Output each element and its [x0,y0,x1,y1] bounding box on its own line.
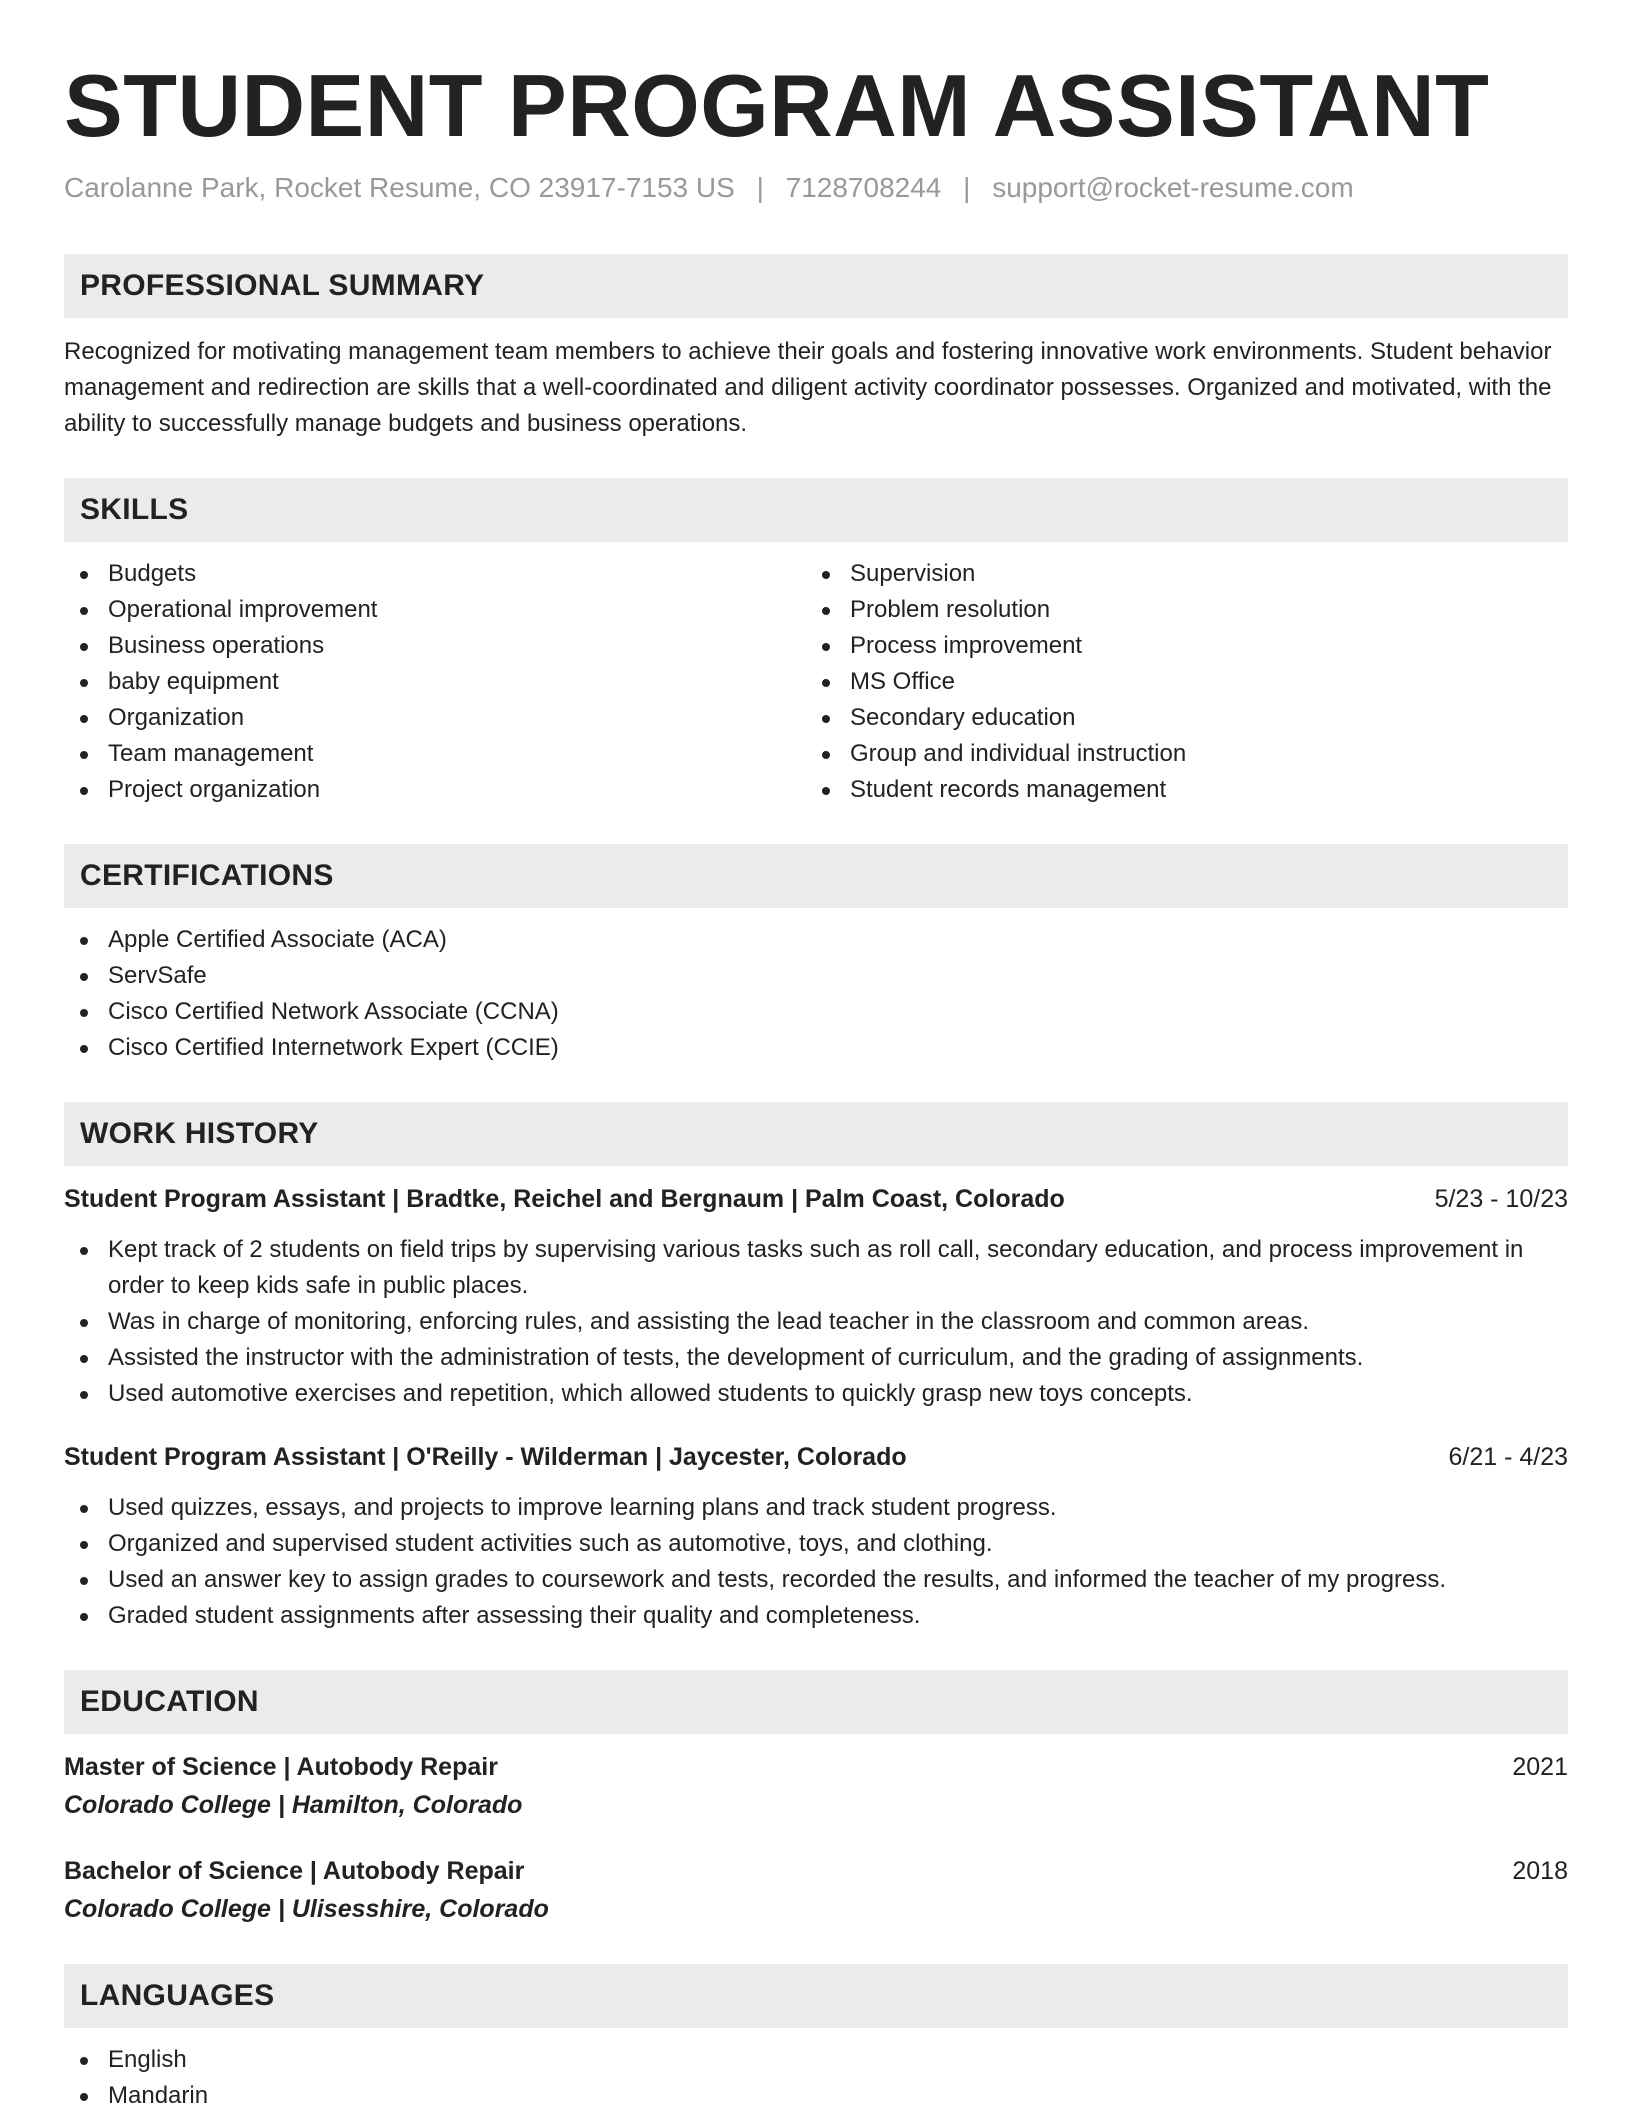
job-header [64,1438,1568,1476]
certification-item: ServSafe [64,958,1568,994]
contact-separator: | [963,172,971,203]
skill-item: Team management [64,736,806,772]
job-bullets [64,1232,1568,1412]
contact-phone: 7128708244 [785,172,942,203]
skill-item: Budgets [64,556,806,592]
skill-item: Supervision [806,556,1548,592]
education-entry [64,1748,1568,1824]
job-bullet: Used an answer key to assign grades to coursework and tests, recorded the results, and informed the teacher of my progress. [64,1562,1568,1598]
resume-title: STUDENT PROGRAM ASSISTANT [64,56,1490,155]
education-header [64,1852,1568,1890]
skill-item: Business operations [64,628,806,664]
skill-item: Group and individual instruction [806,736,1548,772]
skill-item: baby equipment [64,664,806,700]
job-header [64,1180,1568,1218]
certification-item: Cisco Certified Internetwork Expert (CCIE) [64,1030,1568,1066]
skills-column-right [806,556,1548,808]
job-bullet: Graded student assignments after assessing their quality and completeness. [64,1598,1568,1634]
summary-text: Recognized for motivating management team members to achieve their goals and fostering innovative work environments. Student behavior management and redirection are skills that a well-coordinated and diligent activity coordinator possesses. Organized and motivated, with the ability to successfully manage budgets and business operations. [64,338,1552,437]
job-bullet: Kept track of 2 students on field trips by supervising various tasks such as roll call, secondary education, and process improvement in order to keep kids safe in public places. [64,1232,1568,1304]
job-bullet: Assisted the instructor with the administration of tests, the development of curriculum, and the grading of assignments. [64,1340,1568,1376]
education-year: 2021 [1512,1753,1568,1781]
section-heading-work-history: WORK HISTORY [64,1102,1568,1166]
job-dates: 6/21 - 4/23 [1448,1443,1568,1471]
education-year: 2018 [1512,1857,1568,1885]
education-degree: Bachelor of Science | Autobody Repair [64,1857,525,1885]
job-bullet: Used automotive exercises and repetition, which allowed students to quickly grasp new toys concepts. [64,1376,1568,1412]
contact-line [64,168,1568,208]
language-item: English [64,2042,1568,2078]
job-title: Student Program Assistant | O'Reilly - Wilderman | Jaycester, Colorado [64,1443,907,1471]
skill-item: Process improvement [806,628,1548,664]
languages-list [64,2042,1568,2112]
contact-separator: | [756,172,764,203]
skill-item: MS Office [806,664,1548,700]
job-entry [64,1180,1568,1412]
job-bullet: Organized and supervised student activities such as automotive, toys, and clothing. [64,1526,1568,1562]
skill-item: Student records management [806,772,1548,808]
contact-email[interactable]: support@rocket-resume.com [992,172,1354,203]
skills-column-left [64,556,806,808]
skill-item: Organization [64,700,806,736]
skill-item: Problem resolution [806,592,1548,628]
section-heading-education: EDUCATION [64,1670,1568,1734]
job-bullets [64,1490,1568,1634]
language-item: Mandarin [64,2078,1568,2112]
certification-item: Cisco Certified Network Associate (CCNA) [64,994,1568,1030]
education-school: Colorado College | Hamilton, Colorado [64,1791,523,1819]
skill-item: Secondary education [806,700,1548,736]
job-dates: 5/23 - 10/23 [1434,1185,1568,1213]
certification-item: Apple Certified Associate (ACA) [64,922,1568,958]
skills-list [64,556,1568,808]
skill-item: Operational improvement [64,592,806,628]
job-entry [64,1438,1568,1634]
section-heading-summary: PROFESSIONAL SUMMARY [64,254,1568,318]
skill-item: Project organization [64,772,806,808]
job-bullet: Was in charge of monitoring, enforcing rules, and assisting the lead teacher in the classroom and common areas. [64,1304,1568,1340]
job-bullet: Used quizzes, essays, and projects to improve learning plans and track student progress. [64,1490,1568,1526]
job-title: Student Program Assistant | Bradtke, Reichel and Bergnaum | Palm Coast, Colorado [64,1185,1065,1213]
section-heading-certifications: CERTIFICATIONS [64,844,1568,908]
education-entry [64,1852,1568,1928]
section-heading-skills: SKILLS [64,478,1568,542]
certifications-list [64,922,1568,1066]
education-school: Colorado College | Ulisesshire, Colorado [64,1895,549,1923]
education-degree: Master of Science | Autobody Repair [64,1753,498,1781]
section-heading-languages: LANGUAGES [64,1964,1568,2028]
education-header [64,1748,1568,1786]
contact-address: Carolanne Park, Rocket Resume, CO 23917-7153 US [64,172,735,203]
